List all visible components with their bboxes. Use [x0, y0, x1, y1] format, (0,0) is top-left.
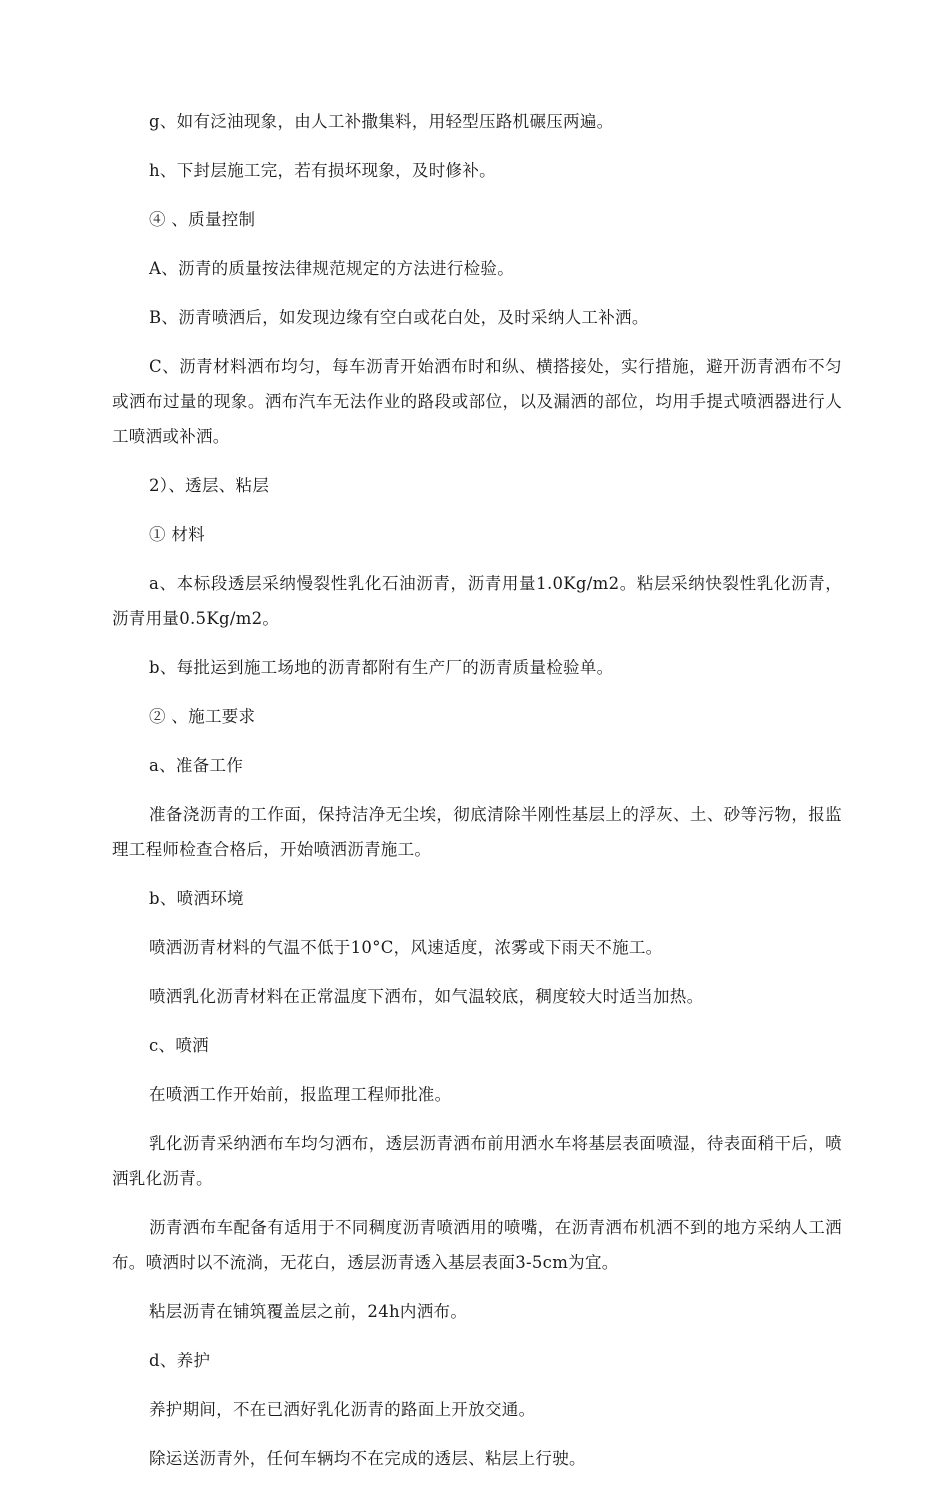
paragraph-distributor: 乳化沥青采纳洒布车均匀洒布，透层沥青洒布前用洒水车将基层表面喷湿，待表面稍干后，喷洒乳化沥青。 [112, 1134, 842, 1188]
heading-spray-environment: b、喷洒环境 [149, 889, 244, 908]
paragraph-vehicles: 除运送沥青外，任何车辆均不在完成的透层、粘层上行驶。 [149, 1449, 586, 1468]
paragraph-approval: 在喷洒工作开始前，报监理工程师批准。 [149, 1085, 452, 1104]
heading-prime-tack-coat: 2）、透层、粘层 [149, 476, 270, 495]
paragraph-no-traffic: 养护期间，不在已洒好乳化沥青的路面上开放交通。 [149, 1400, 536, 1419]
heading-construction-requirements: ② 、施工要求 [149, 707, 256, 726]
heading-preparation: a、准备工作 [149, 756, 244, 775]
heading-curing: d、养护 [149, 1351, 211, 1370]
paragraph-temperature: 喷洒沥青材料的气温不低于10°C，风速适度，浓雾或下雨天不施工。 [149, 938, 663, 957]
paragraph-tack-coat-timing: 粘层沥青在铺筑覆盖层之前，24h内洒布。 [149, 1302, 468, 1321]
paragraph-B: B、沥青喷洒后，如发现边缘有空白或花白处，及时采纳人工补洒。 [149, 308, 649, 327]
paragraph-C: C、沥青材料洒布均匀，每车沥青开始洒布时和纵、横搭接处，实行措施，避开沥青洒布不匀或洒布过量的现象。洒布汽车无法作业的路段或部位，以及漏洒的部位，均用手提式喷洒器进行人工喷洒或补洒。 [112, 357, 842, 446]
paragraph-materials-b: b、每批运到施工场地的沥青都附有生产厂的沥青质量检验单。 [149, 658, 614, 677]
paragraph-preparation: 准备浇沥青的工作面，保持洁净无尘埃，彻底清除半刚性基层上的浮灰、土、砂等污物，报监理工程师检查合格后，开始喷洒沥青施工。 [112, 805, 842, 859]
heading-quality-control: ④ 、质量控制 [149, 210, 256, 229]
heading-materials: ① 材料 [149, 525, 205, 544]
paragraph-A: A、沥青的质量按法律规范规定的方法进行检验。 [149, 259, 515, 278]
paragraph-g: g、如有泛油现象，由人工补撒集料，用轻型压路机碾压两遍。 [149, 112, 614, 131]
paragraph-nozzles: 沥青洒布车配备有适用于不同稠度沥青喷洒用的喷嘴，在沥青洒布机洒不到的地方采纳人工洒布。喷洒时以不流淌，无花白，透层沥青透入基层表面3-5cm为宜。 [112, 1218, 842, 1272]
document-body [112, 104, 842, 1490]
heading-spraying: c、喷洒 [149, 1036, 209, 1055]
paragraph-materials-a: a、本标段透层采纳慢裂性乳化石油沥青，沥青用量1.0Kg/m2。粘层采纳快裂性乳化沥青，沥青用量0.5Kg/m2。 [112, 574, 842, 628]
paragraph-h: h、下封层施工完，若有损坏现象，及时修补。 [149, 161, 496, 180]
paragraph-heating: 喷洒乳化沥青材料在正常温度下洒布，如气温较底，稠度较大时适当加热。 [149, 987, 704, 1006]
